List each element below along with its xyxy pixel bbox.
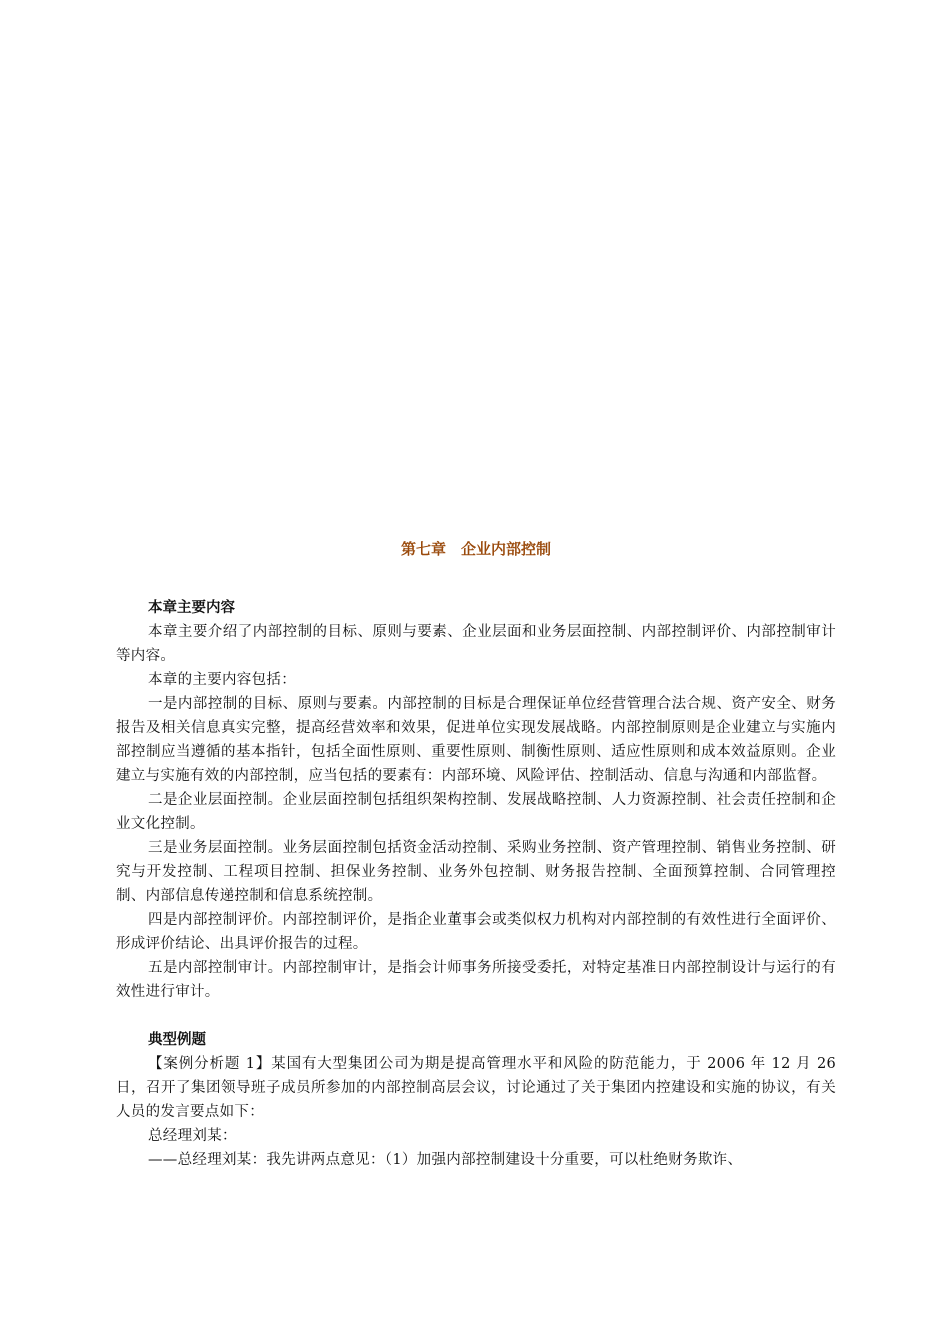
paragraph: 本章的主要内容包括： (148, 672, 296, 688)
paragraph: ——总经理刘某：我先讲两点意见：（1）加强内部控制建设十分重要，可以杜绝财务欺诈、 (148, 1152, 743, 1168)
paragraph: 四是内部控制评价。内部控制评价，是指企业董事会或类似权力机构对内部控制的有效性进行全面评价、形成评价结论、出具评价报告的过程。 (116, 912, 836, 952)
document-page (116, 536, 836, 1172)
paragraph: 一是内部控制的目标、原则与要素。内部控制的目标是合理保证单位经营管理合法合规、资产安全、财务报告及相关信息真实完整，提高经营效率和效果，促进单位实现发展战略。内部控制原则是企业建立与实施内部控制应当遵循的基本指针，包括全面性原则、重要性原则、制衡性原则、适应性原则和成本效益原则。企业建立与实施有效的内部控制，应当包括的要素有：内部环境、风险评估、控制活动、信息与沟通和内部监督。 (116, 696, 836, 784)
paragraph: 五是内部控制审计。内部控制审计，是指会计师事务所接受委托，对特定基准日内部控制设计与运行的有效性进行审计。 (116, 960, 836, 1000)
spacer (116, 1004, 836, 1028)
section-heading-main: 本章主要内容 (148, 600, 235, 616)
paragraph: 总经理刘某： (148, 1128, 237, 1144)
section-heading-examples: 典型例题 (148, 1032, 206, 1048)
paragraph: 三是业务层面控制。业务层面控制包括资金活动控制、采购业务控制、资产管理控制、销售业务控制、研究与开发控制、工程项目控制、担保业务控制、业务外包控制、财务报告控制、全面预算控制、合同管理控制、内部信息传递控制和信息系统控制。 (116, 840, 836, 904)
paragraph: 【案例分析题 1】某国有大型集团公司为期是提高管理水平和风险的防范能力，于 2006 年 12 月 26 日，召开了集团领导班子成员所参加的内部控制高层会议，讨论通过了关于集团内控建设和实施的协议，有关人员的发言要点如下： (116, 1056, 836, 1120)
paragraph: 本章主要介绍了内部控制的目标、原则与要素、企业层面和业务层面控制、内部控制评价、内部控制审计等内容。 (116, 624, 836, 664)
chapter-title: 第七章 企业内部控制 (400, 540, 551, 558)
paragraph: 二是企业层面控制。企业层面控制包括组织架构控制、发展战略控制、人力资源控制、社会责任控制和企业文化控制。 (116, 792, 836, 832)
